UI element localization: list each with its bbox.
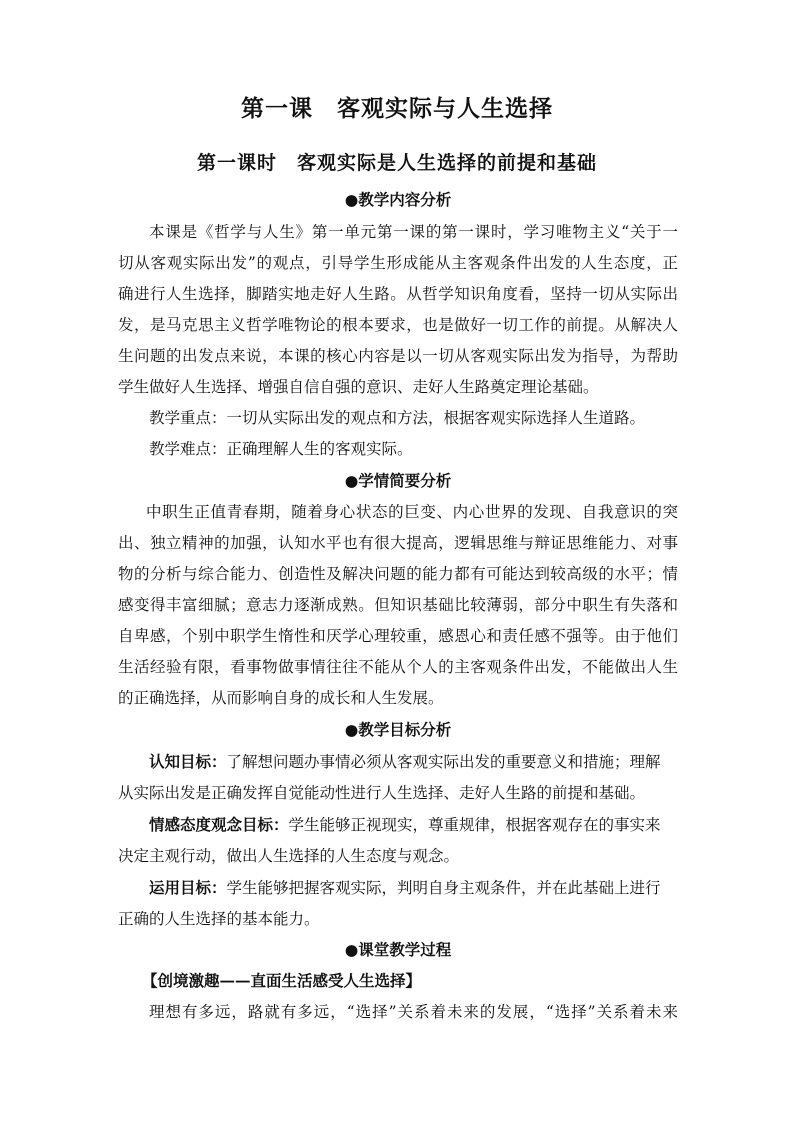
section-heading-teaching-process: ●课堂教学过程 xyxy=(344,940,452,959)
paragraph-line: 物的分析与综合能力、创造性及解决问题的能力都有可能达到较高级的水平；情 xyxy=(118,565,678,583)
paragraph-line: 确进行人生选择，脚踏实地走好人生路。从哲学知识角度看，坚持一切从实际出 xyxy=(118,285,678,303)
paragraph-line: 发，是马克思主义哲学唯物论的根本要求，也是做好一切工作的前提。从解决人 xyxy=(118,316,678,334)
goal-text-continued: 正确的人生选择的基本能力。 xyxy=(118,910,320,928)
lesson-title: 第一课 客观实际与人生选择 xyxy=(241,95,553,122)
goal-text-continued: 决定主观行动，做出人生选择的人生态度与观念。 xyxy=(118,847,460,865)
section-heading-goal-analysis: ●教学目标分析 xyxy=(344,720,452,739)
paragraph-line: 生问题的出发点来说，本课的核心内容是以一切从客观实际出发为指导，为帮助 xyxy=(118,347,678,365)
paragraph-line: 出、独立精神的加强，认知水平也有很大提高，逻辑思维与辩证思维能力、对事 xyxy=(118,534,678,552)
paragraph-line: 中职生正值青春期，随着身心状态的巨变、内心世界的发现、自我意识的突 xyxy=(146,503,678,521)
paragraph-line: 本课是《哲学与人生》第一单元第一课的第一课时，学习唯物主义“关于一 xyxy=(149,223,678,241)
goal-cognitive xyxy=(118,752,678,772)
section-heading-content-analysis: ●教学内容分析 xyxy=(344,190,452,209)
teaching-difficulty: 教学难点：正确理解人生的客观实际。 xyxy=(149,440,413,458)
section-heading-student-analysis: ●学情简要分析 xyxy=(344,471,452,490)
paragraph-line: 的正确选择，从而影响自身的成长和人生发展。 xyxy=(118,689,444,707)
teaching-focus: 教学重点：一切从实际出发的观点和方法，根据客观实际选择人生道路。 xyxy=(149,409,646,427)
goal-label: 情感态度观念目标： xyxy=(149,815,289,834)
goal-emotional xyxy=(118,815,678,835)
activity-subheading: 【创境激趣——直面生活感受人生选择】 xyxy=(142,971,422,990)
paragraph-line: 自卑感，个别中职学生惰性和厌学心理较重，感恩心和责任感不强等。由于他们 xyxy=(118,627,678,645)
lesson-subtitle: 第一课时 客观实际是人生选择的前提和基础 xyxy=(196,152,597,174)
paragraph-line: 理想有多远，路就有多远，“选择”关系着未来的发展，“选择”关系着未来 xyxy=(149,1003,678,1021)
goal-text: 了解想问题办事情必须从客观实际出发的重要意义和措施；理解 xyxy=(226,753,661,771)
paragraph-line: 感变得丰富细腻；意志力逐渐成熟。但知识基础比较薄弱，部分中职生有失落和 xyxy=(118,596,678,614)
goal-label: 运用目标： xyxy=(149,878,227,897)
goal-text: 学生能够正视现实，尊重规律，根据客观存在的事实来 xyxy=(288,816,661,834)
goal-application xyxy=(118,878,678,898)
goal-text-continued: 从实际出发是正确发挥自觉能动性进行人生选择、走好人生路的前提和基础。 xyxy=(118,784,646,802)
goal-text: 学生能够把握客观实际，判明自身主观条件，并在此基础上进行 xyxy=(226,879,661,897)
paragraph-line: 生活经验有限，看事物做事情往往不能从个人的主客观条件出发，不能做出人生 xyxy=(118,658,678,676)
goal-label: 认知目标： xyxy=(149,752,227,771)
paragraph-line: 学生做好人生选择、增强自信自强的意识、走好人生路奠定理论基础。 xyxy=(118,378,599,396)
paragraph-line: 切从客观实际出发”的观点，引导学生形成能从主客观条件出发的人生态度，正 xyxy=(118,254,678,272)
